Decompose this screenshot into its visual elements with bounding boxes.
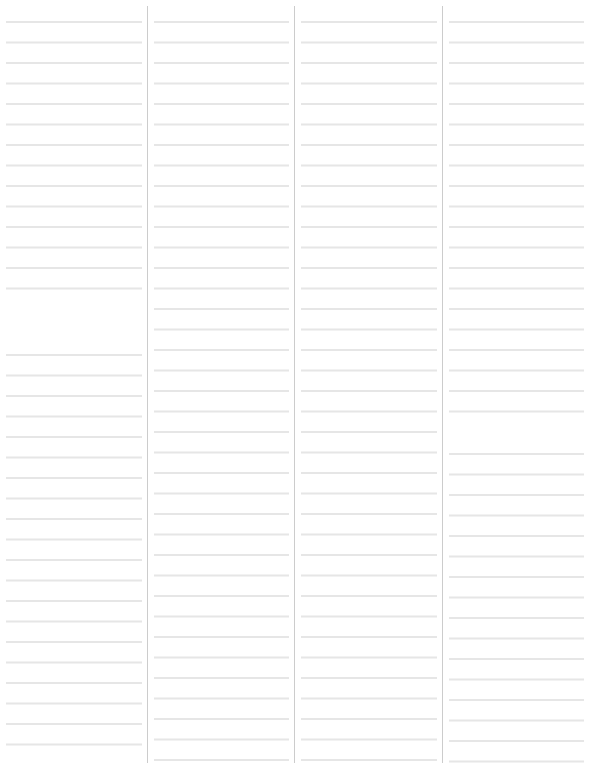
column-1-paragraph-1 bbox=[449, 6, 585, 424]
text-column-1 bbox=[449, 6, 585, 763]
quran-quotation bbox=[10, 312, 128, 335]
column-3-paragraph-1 bbox=[154, 6, 290, 763]
column-4-paragraph-1 bbox=[6, 6, 142, 306]
column-2-paragraph-1 bbox=[301, 6, 437, 763]
text-column-4 bbox=[6, 6, 148, 763]
text-column-3 bbox=[154, 6, 296, 763]
column-4-paragraph-2 bbox=[6, 339, 142, 755]
column-1-paragraph-2 bbox=[449, 438, 585, 763]
text-column-2 bbox=[301, 6, 443, 763]
